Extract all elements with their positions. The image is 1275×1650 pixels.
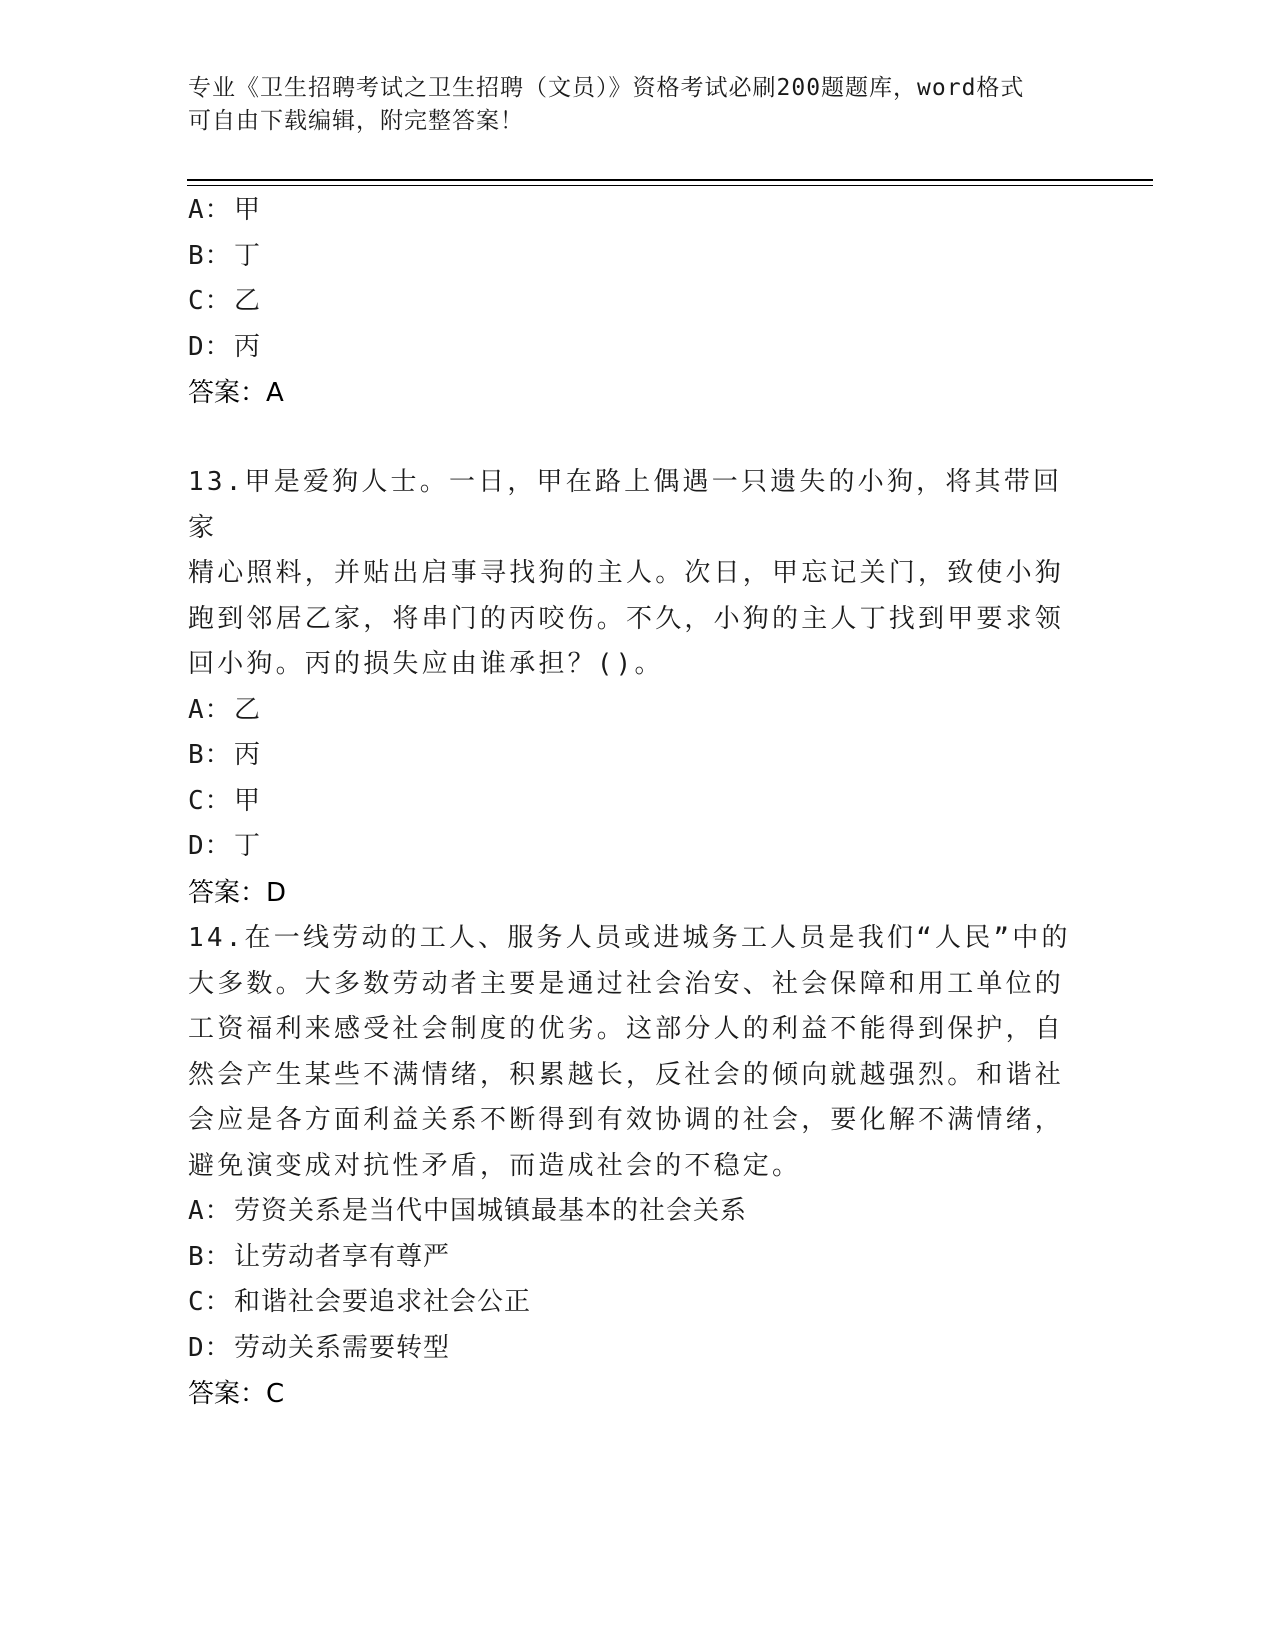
option-c <box>188 1280 1088 1326</box>
header-divider-thick <box>187 179 1153 181</box>
header-divider-thin <box>187 185 1153 186</box>
option-text: 乙 <box>234 694 262 725</box>
question-stem-line: 避免演变成对抗性矛盾，而造成社会的不稳定。 <box>188 1150 802 1181</box>
option-key: C： <box>188 286 232 316</box>
question-12-continued <box>188 188 1088 416</box>
question-stem-line: 回小狗。丙的损失应由谁承担？()。 <box>188 649 664 679</box>
option-key: A： <box>188 1196 232 1226</box>
option-key: B： <box>188 240 232 271</box>
question-13 <box>188 460 1088 916</box>
option-key: A： <box>188 694 232 725</box>
option-key: D： <box>188 331 232 362</box>
option-c <box>188 779 1088 825</box>
question-14 <box>188 916 1088 1417</box>
option-c <box>188 279 1088 325</box>
option-text: 甲 <box>234 785 262 816</box>
option-text: 劳资关系是当代中国城镇最基本的社会关系 <box>234 1196 748 1226</box>
question-stem-line: 大多数。大多数劳动者主要是通过社会治安、社会保障和用工单位的 <box>188 968 1065 999</box>
header-title-line-2: 可自由下载编辑，附完整答案！ <box>188 108 524 134</box>
option-text: 让劳动者享有尊严 <box>234 1241 451 1272</box>
option-d <box>188 1326 1088 1372</box>
option-text: 丁 <box>234 240 262 271</box>
option-text: 和谐社会要追求社会公正 <box>234 1287 532 1317</box>
question-stem-line: 工资福利来感受社会制度的优劣。这部分人的利益不能得到保护，自 <box>188 1014 1065 1044</box>
option-b <box>188 733 1088 779</box>
option-key: B： <box>188 740 232 770</box>
option-text: 丙 <box>234 331 262 362</box>
option-a <box>188 1189 1088 1235</box>
option-key: B： <box>188 1241 232 1272</box>
question-stem-line: 然会产生某些不满情绪，积累越长，反社会的倾向就越强烈。和谐社 <box>188 1059 1065 1090</box>
option-text: 劳动关系需要转型 <box>234 1332 451 1363</box>
option-text: 乙 <box>234 286 262 316</box>
question-stem-line: 会应是各方面利益关系不断得到有效协调的社会，要化解不满情绪， <box>188 1105 1065 1135</box>
option-key: C： <box>188 785 232 816</box>
option-text: 丙 <box>234 740 262 770</box>
question-stem-line: 跑到邻居乙家，将串门的丙咬伤。不久，小狗的主人丁找到甲要求领 <box>188 603 1065 634</box>
option-key: C： <box>188 1287 232 1317</box>
question-stem-line: 13.甲是爱狗人士。一日，甲在路上偶遇一只遗失的小狗，将其带回家 <box>188 467 1063 543</box>
answer-line: 答案：D <box>188 877 287 908</box>
option-key: D： <box>188 1332 232 1363</box>
document-header <box>188 72 1088 138</box>
option-key: D： <box>188 831 232 861</box>
option-d <box>188 325 1088 371</box>
option-key: A： <box>188 195 232 225</box>
header-title-line-1: 专业《卫生招聘考试之卫生招聘（文员）》资格考试必刷200题题库，word格式 <box>188 75 1025 101</box>
answer-line: 答案：C <box>188 1379 285 1409</box>
option-a <box>188 188 1088 234</box>
option-b <box>188 1235 1088 1281</box>
option-text: 甲 <box>234 195 262 225</box>
option-a <box>188 688 1088 734</box>
option-d <box>188 824 1088 870</box>
question-stem-line: 14.在一线劳动的工人、服务人员或进城务工人员是我们“人民”中的 <box>188 923 1071 953</box>
option-text: 丁 <box>234 831 262 861</box>
answer-line: 答案：A <box>188 378 284 408</box>
question-stem-line: 精心照料，并贴出启事寻找狗的主人。次日，甲忘记关门，致使小狗 <box>188 558 1065 588</box>
option-b <box>188 234 1088 280</box>
